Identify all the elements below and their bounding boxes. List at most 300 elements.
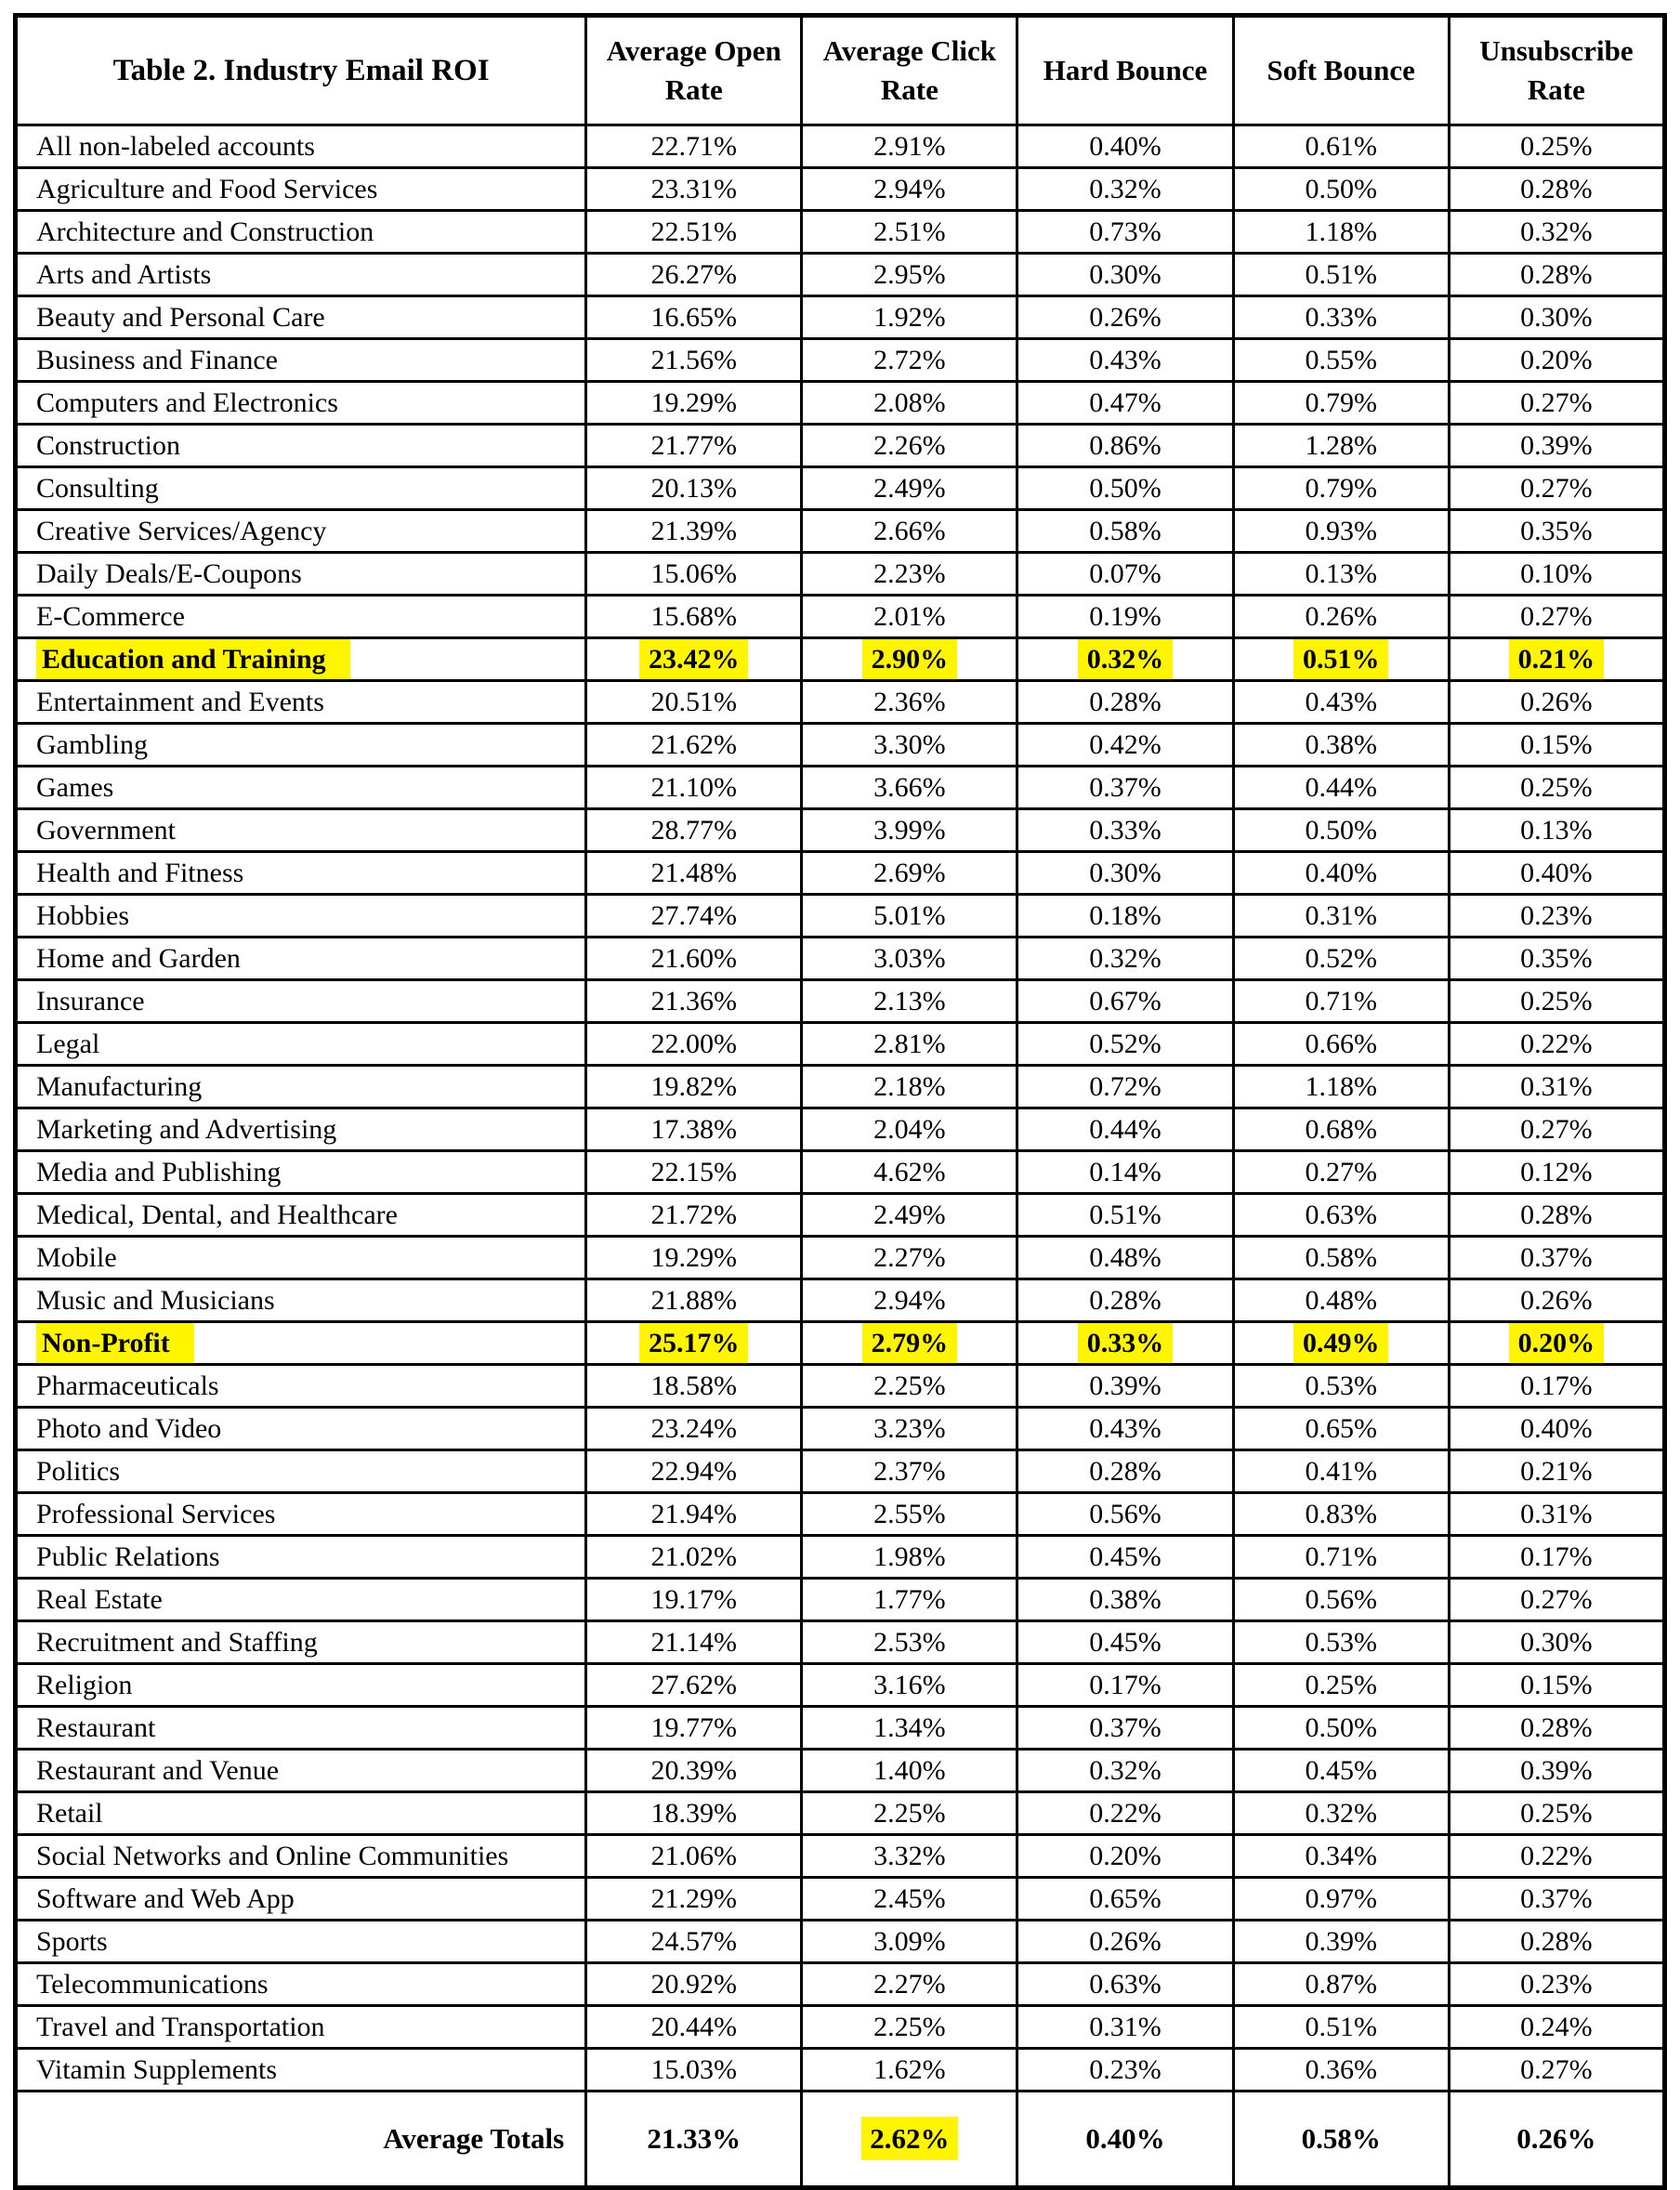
cell-value: 2.91% [873,131,946,162]
unsubscribe-rate-cell [1449,938,1664,980]
soft-bounce-cell [1233,596,1449,638]
hard-bounce-cell [1017,2049,1233,2092]
hard-bounce-cell [1017,1536,1233,1579]
cell-value: 21.29% [650,1883,737,1914]
click-rate-cell [802,1921,1017,1963]
industry-cell [16,596,586,638]
unsubscribe-rate-cell [1449,596,1664,638]
table-row [16,724,1665,767]
cell-value: 21.94% [650,1499,737,1529]
table-row [16,980,1665,1023]
cell-value: 0.50% [1089,473,1162,504]
soft-bounce-cell [1233,1365,1449,1408]
click-rate-cell [802,467,1017,510]
table-row [16,211,1665,254]
cell-value: 22.94% [650,1456,737,1487]
hard-bounce-cell [1017,895,1233,938]
cell-value: 5.01% [873,900,946,931]
cell-value: 0.26% [1520,687,1593,717]
hard-bounce-cell [1017,1664,1233,1707]
cell-value: 24.57% [650,1926,737,1957]
open-rate-cell [586,1536,802,1579]
cell-value: 1.40% [873,1755,946,1786]
cell-value: 0.44% [1305,772,1377,803]
hard-bounce-cell [1017,596,1233,638]
cell-value: 0.20% [1520,345,1593,375]
hard-bounce-cell [1017,938,1233,980]
cell-value: 0.45% [1305,1755,1377,1786]
table-row [16,938,1665,980]
click-rate-cell [802,1322,1017,1365]
industry-cell [16,125,586,168]
cell-value: 21.14% [650,1627,737,1658]
industry-cell [16,1921,586,1963]
cell-value: 0.27% [1305,1157,1377,1187]
soft-bounce-cell [1233,1579,1449,1621]
industry-label: Public Relations [36,1541,220,1572]
hard-bounce-cell [1017,2006,1233,2049]
click-rate-cell [802,1750,1017,1792]
cell-value: 2.53% [873,1627,946,1658]
industry-label: Non-Profit [36,1323,194,1363]
soft-bounce-cell [1233,1621,1449,1664]
unsubscribe-rate-cell [1449,254,1664,296]
unsubscribe-rate-cell [1449,467,1664,510]
industry-label: Consulting [36,473,159,504]
hard-bounce-cell [1017,510,1233,553]
cell-value: 20.44% [650,2012,737,2042]
totals-click-rate-cell [802,2092,1017,2188]
cell-value: 2.01% [873,601,946,632]
industry-cell [16,510,586,553]
click-rate-cell [802,425,1017,467]
industry-label: Medical, Dental, and Healthcare [36,1200,398,1230]
open-rate-cell [586,254,802,296]
cell-value: 0.25% [1520,772,1593,803]
hard-bounce-cell [1017,1194,1233,1237]
open-rate-cell [586,1921,802,1963]
hard-bounce-cell [1017,1493,1233,1536]
cell-value: 0.27% [1520,387,1593,418]
industry-cell [16,809,586,852]
cell-value: 0.43% [1089,1413,1162,1444]
industry-label: Home and Garden [36,943,241,974]
cell-value: 0.19% [1089,601,1162,632]
click-rate-cell [802,510,1017,553]
cell-value: 0.07% [1089,558,1162,589]
soft-bounce-cell [1233,1878,1449,1921]
industry-label: All non-labeled accounts [36,131,315,162]
unsubscribe-rate-cell [1449,1450,1664,1493]
soft-bounce-cell [1233,125,1449,168]
soft-bounce-cell [1233,1835,1449,1878]
open-rate-cell [586,1237,802,1279]
cell-value: 0.38% [1305,729,1377,760]
unsubscribe-rate-cell [1449,125,1664,168]
cell-value: 19.29% [650,1242,737,1273]
cell-value: 0.30% [1520,302,1593,333]
cell-value: 0.10% [1520,558,1593,589]
cell-value: 0.87% [1305,1969,1377,2000]
click-rate-cell [802,1151,1017,1194]
open-rate-cell [586,1365,802,1408]
cell-value: 0.61% [1305,131,1377,162]
hard-bounce-cell [1017,168,1233,211]
open-rate-cell [586,1408,802,1450]
unsubscribe-rate-cell [1449,1621,1664,1664]
cell-value: 0.73% [1089,216,1162,247]
cell-value: 0.40% [1089,131,1162,162]
soft-bounce-cell [1233,1151,1449,1194]
industry-label: Real Estate [36,1584,163,1615]
cell-value: 0.17% [1520,1541,1593,1572]
open-rate-cell [586,211,802,254]
cell-value: 0.43% [1305,687,1377,717]
highlighted-cell-value: 2.90% [862,639,958,679]
hard-bounce-cell [1017,1792,1233,1835]
cell-value: 2.95% [873,259,946,290]
click-rate-cell [802,1365,1017,1408]
industry-label: Business and Finance [36,345,278,375]
table-row [16,1408,1665,1450]
cell-value: 0.38% [1089,1584,1162,1615]
cell-value: 0.79% [1305,473,1377,504]
industry-cell [16,1322,586,1365]
open-rate-cell [586,1066,802,1108]
cell-value: 3.16% [873,1670,946,1700]
open-rate-cell [586,596,802,638]
unsubscribe-rate-cell [1449,1750,1664,1792]
cell-value: 0.23% [1520,900,1593,931]
soft-bounce-cell [1233,2006,1449,2049]
cell-value: 20.92% [650,1969,737,2000]
cell-value: 0.41% [1305,1456,1377,1487]
cell-value: 1.28% [1305,430,1377,461]
hard-bounce-cell [1017,425,1233,467]
industry-cell [16,2049,586,2092]
open-rate-cell [586,125,802,168]
cell-value: 0.63% [1305,1200,1377,1230]
soft-bounce-cell [1233,1450,1449,1493]
totals-unsubscribe-rate-cell [1449,2092,1664,2188]
industry-cell [16,767,586,809]
industry-cell [16,296,586,339]
cell-value: 0.86% [1089,430,1162,461]
soft-bounce-cell [1233,1493,1449,1536]
cell-value: 0.28% [1089,1285,1162,1316]
click-rate-cell [802,681,1017,724]
cell-value: 0.30% [1089,259,1162,290]
industry-label: Restaurant and Venue [36,1755,280,1786]
cell-value: 0.31% [1089,2012,1162,2042]
hard-bounce-cell [1017,296,1233,339]
open-rate-cell [586,767,802,809]
soft-bounce-cell [1233,1322,1449,1365]
cell-value: 2.23% [873,558,946,589]
cell-value: 15.68% [650,601,737,632]
industry-cell [16,1365,586,1408]
cell-value: 2.37% [873,1456,946,1487]
industry-cell [16,1408,586,1450]
cell-value: 20.51% [650,687,737,717]
hard-bounce-cell [1017,125,1233,168]
open-rate-cell [586,1450,802,1493]
cell-value: 0.26% [1305,601,1377,632]
cell-value: 0.56% [1089,1499,1162,1529]
unsubscribe-rate-cell [1449,767,1664,809]
cell-value: 0.40% [1520,1413,1593,1444]
table-row [16,1792,1665,1835]
industry-cell [16,980,586,1023]
cell-value: 0.58% [1305,1242,1377,1273]
cell-value: 2.13% [873,986,946,1016]
soft-bounce-cell [1233,980,1449,1023]
table-row [16,1450,1665,1493]
cell-value: 26.27% [650,259,737,290]
cell-value: 0.34% [1305,1841,1377,1871]
totals-row [16,2092,1665,2188]
industry-label: Restaurant [36,1712,156,1743]
cell-value: 0.39% [1305,1926,1377,1957]
unsubscribe-rate-cell [1449,852,1664,895]
table-row [16,425,1665,467]
industry-cell [16,1450,586,1493]
cell-value: 15.06% [650,558,737,589]
cell-value: 0.36% [1305,2054,1377,2085]
cell-value: 0.79% [1305,387,1377,418]
unsubscribe-rate-cell [1449,1108,1664,1151]
cell-value: 1.98% [873,1541,946,1572]
unsubscribe-rate-cell [1449,296,1664,339]
cell-value: 0.50% [1305,1712,1377,1743]
cell-value: 0.47% [1089,387,1162,418]
industry-cell [16,1707,586,1750]
cell-value: 0.22% [1520,1029,1593,1059]
cell-value: 0.28% [1520,1712,1593,1743]
cell-value: 0.93% [1305,516,1377,546]
cell-value: 0.32% [1089,1755,1162,1786]
unsubscribe-rate-cell [1449,425,1664,467]
table-row [16,1023,1665,1066]
cell-value: 0.52% [1089,1029,1162,1059]
cell-value: 1.62% [873,2054,946,2085]
soft-bounce-cell [1233,852,1449,895]
unsubscribe-rate-cell [1449,510,1664,553]
industry-label: Agriculture and Food Services [36,174,378,204]
industry-label: Mobile [36,1242,117,1273]
soft-bounce-cell [1233,724,1449,767]
industry-cell [16,1792,586,1835]
soft-bounce-cell [1233,767,1449,809]
table-row [16,1536,1665,1579]
open-rate-cell [586,1023,802,1066]
open-rate-cell [586,852,802,895]
industry-cell [16,724,586,767]
industry-cell [16,553,586,596]
unsubscribe-rate-cell [1449,553,1664,596]
cell-value: 0.51% [1089,1200,1162,1230]
col-header-hard-bounce: Hard Bounce [1017,16,1233,125]
open-rate-cell [586,1792,802,1835]
table-row [16,467,1665,510]
industry-label: Professional Services [36,1499,276,1529]
cell-value: 0.45% [1089,1627,1162,1658]
industry-label: Media and Publishing [36,1157,282,1187]
table-row [16,1835,1665,1878]
cell-value: 18.39% [650,1798,737,1829]
cell-value: 3.23% [873,1413,946,1444]
cell-value: 2.25% [873,2012,946,2042]
industry-label: Gambling [36,729,148,760]
cell-value: 0.35% [1520,943,1593,974]
open-rate-cell [586,1878,802,1921]
unsubscribe-rate-cell [1449,1792,1664,1835]
unsubscribe-rate-cell [1449,339,1664,382]
soft-bounce-cell [1233,1707,1449,1750]
cell-value: 0.35% [1520,516,1593,546]
cell-value: 19.82% [650,1071,737,1102]
open-rate-cell [586,1322,802,1365]
hard-bounce-cell [1017,1579,1233,1621]
soft-bounce-cell [1233,1066,1449,1108]
table-row [16,767,1665,809]
table-row [16,638,1665,681]
open-rate-cell [586,724,802,767]
table-row [16,1579,1665,1621]
industry-label: Recruitment and Staffing [36,1627,318,1658]
cell-value: 0.33% [1089,815,1162,846]
hard-bounce-cell [1017,1066,1233,1108]
cell-value: 21.39% [650,516,737,546]
highlighted-cell-value: 0.33% [1078,1323,1174,1363]
soft-bounce-cell [1233,2049,1449,2092]
hard-bounce-cell [1017,681,1233,724]
cell-value: 2.26% [873,430,946,461]
hard-bounce-cell [1017,1750,1233,1792]
unsubscribe-rate-cell [1449,1066,1664,1108]
cell-value: 1.92% [873,302,946,333]
cell-value: 22.51% [650,216,737,247]
industry-cell [16,1536,586,1579]
industry-label: Health and Fitness [36,858,244,888]
cell-value: 2.36% [873,687,946,717]
hard-bounce-cell [1017,852,1233,895]
click-rate-cell [802,125,1017,168]
industry-label: Daily Deals/E-Coupons [36,558,302,589]
cell-value: 1.34% [873,1712,946,1743]
unsubscribe-rate-cell [1449,382,1664,425]
cell-value: 0.51% [1305,259,1377,290]
cell-value: 0.25% [1520,986,1593,1016]
cell-value: 0.37% [1089,772,1162,803]
cell-value: 0.39% [1520,430,1593,461]
unsubscribe-rate-cell [1449,1835,1664,1878]
hard-bounce-cell [1017,254,1233,296]
soft-bounce-cell [1233,254,1449,296]
click-rate-cell [802,1664,1017,1707]
cell-value: 21.10% [650,772,737,803]
soft-bounce-cell [1233,638,1449,681]
industry-label: Religion [36,1670,133,1700]
industry-cell [16,1579,586,1621]
cell-value: 0.30% [1520,1627,1593,1658]
unsubscribe-rate-cell [1449,168,1664,211]
soft-bounce-cell [1233,1792,1449,1835]
cell-value: 0.43% [1089,345,1162,375]
hard-bounce-cell [1017,1450,1233,1493]
soft-bounce-cell [1233,1194,1449,1237]
click-rate-cell [802,938,1017,980]
open-rate-cell [586,553,802,596]
unsubscribe-rate-cell [1449,2006,1664,2049]
industry-cell [16,895,586,938]
hard-bounce-cell [1017,382,1233,425]
cell-value: 2.94% [873,174,946,204]
cell-value: 0.15% [1520,729,1593,760]
open-rate-cell [586,1664,802,1707]
cell-value: 0.22% [1089,1798,1162,1829]
soft-bounce-cell [1233,681,1449,724]
soft-bounce-cell [1233,339,1449,382]
industry-label: E-Commerce [36,601,185,632]
open-rate-cell [586,1750,802,1792]
open-rate-cell [586,895,802,938]
click-rate-cell [802,296,1017,339]
highlighted-cell-value: 2.79% [862,1323,958,1363]
industry-cell [16,1279,586,1322]
cell-value: 0.31% [1305,900,1377,931]
hard-bounce-cell [1017,1408,1233,1450]
table-row [16,1921,1665,1963]
unsubscribe-rate-cell [1449,1707,1664,1750]
industry-cell [16,1108,586,1151]
cell-value: 0.24% [1520,2012,1593,2042]
open-rate-cell [586,1835,802,1878]
unsubscribe-rate-cell [1449,724,1664,767]
unsubscribe-rate-cell [1449,1279,1664,1322]
cell-value: 0.56% [1305,1584,1377,1615]
industry-label: Insurance [36,986,145,1016]
industry-label: Software and Web App [36,1883,295,1914]
cell-value: 2.94% [873,1285,946,1316]
industry-label: Manufacturing [36,1071,203,1102]
industry-label: Construction [36,430,180,461]
table-row [16,1750,1665,1792]
industry-label: Music and Musicians [36,1285,275,1316]
table-row [16,125,1665,168]
click-rate-cell [802,1237,1017,1279]
hard-bounce-cell [1017,638,1233,681]
cell-value: 19.29% [650,387,737,418]
cell-value: 21.48% [650,858,737,888]
cell-value: 0.33% [1305,302,1377,333]
cell-value: 1.77% [873,1584,946,1615]
hard-bounce-cell [1017,1108,1233,1151]
cell-value: 3.99% [873,815,946,846]
cell-value: 2.25% [873,1798,946,1829]
cell-value: 0.27% [1520,1584,1593,1615]
cell-value: 0.31% [1520,1499,1593,1529]
click-rate-cell [802,1536,1017,1579]
cell-value: 1.18% [1305,1071,1377,1102]
table-row [16,1066,1665,1108]
cell-value: 0.26% [1089,302,1162,333]
cell-value: 0.44% [1089,1114,1162,1145]
industry-cell [16,425,586,467]
open-rate-cell [586,1621,802,1664]
click-rate-cell [802,1963,1017,2006]
cell-value: 0.53% [1305,1627,1377,1658]
